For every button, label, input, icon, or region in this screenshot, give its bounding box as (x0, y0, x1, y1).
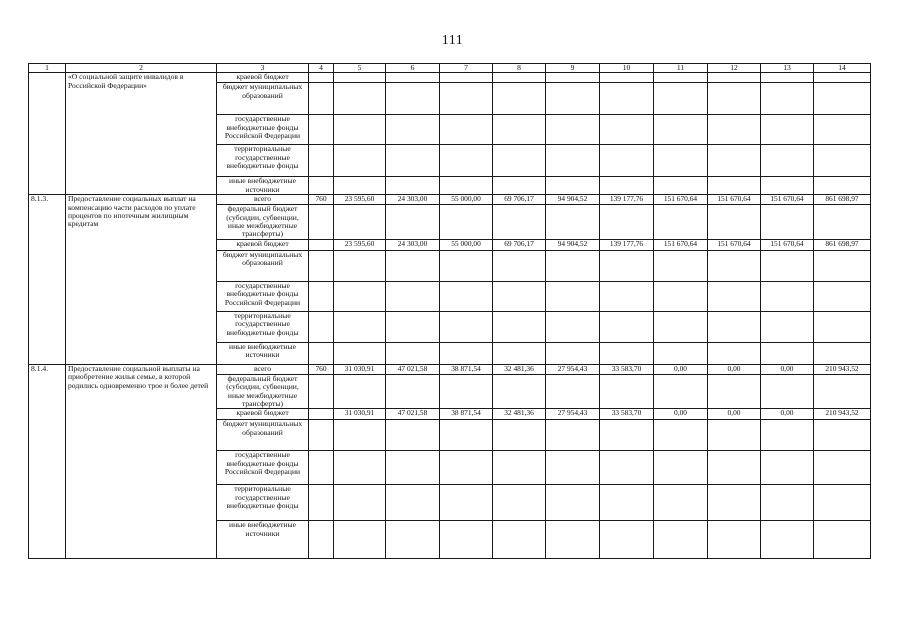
amount-cell (440, 115, 493, 145)
amount-cell (386, 177, 440, 195)
amount-cell (708, 83, 761, 115)
column-number-header: 4 (309, 64, 334, 73)
amount-cell (546, 374, 600, 409)
column-number-header: 14 (814, 64, 871, 73)
amount-cell (814, 485, 871, 521)
amount-cell (546, 177, 600, 195)
funding-source: территориальные государственные внебюджетные фонды (217, 145, 309, 177)
amount-cell (761, 374, 814, 409)
amount-cell: 139 177,76 (600, 239, 654, 250)
amount-cell (546, 250, 600, 281)
column-number-header: 9 (546, 64, 600, 73)
code-cell (309, 83, 334, 115)
amount-cell (708, 311, 761, 342)
amount-cell (334, 521, 386, 559)
amount-cell (814, 374, 871, 409)
amount-cell (708, 374, 761, 409)
measure-name: Предоставление социальных выплат на компенсацию части расходов по уплате процентов по ипотечным жилищным кредитам (66, 195, 217, 365)
code-cell (309, 281, 334, 311)
amount-cell (386, 281, 440, 311)
amount-cell (546, 420, 600, 451)
amount-cell: 139 177,76 (600, 195, 654, 205)
amount-cell (546, 205, 600, 240)
column-number-header: 6 (386, 64, 440, 73)
amount-cell (654, 281, 708, 311)
code-cell (309, 311, 334, 342)
amount-cell (440, 485, 493, 521)
amount-cell (493, 311, 546, 342)
amount-cell (493, 73, 546, 83)
amount-cell (493, 205, 546, 240)
measure-name: «О социальной защите инвалидов в Российской Федерации» (66, 73, 217, 195)
amount-cell (440, 342, 493, 364)
amount-cell (814, 311, 871, 342)
funding-source: краевой бюджет (217, 73, 309, 83)
amount-cell (654, 205, 708, 240)
amount-cell: 151 670,64 (708, 239, 761, 250)
column-number-header: 1 (29, 64, 66, 73)
funding-source: бюджет муниципальных образований (217, 83, 309, 115)
amount-cell (334, 311, 386, 342)
code-cell (309, 145, 334, 177)
amount-cell: 94 904,52 (546, 195, 600, 205)
amount-cell (386, 311, 440, 342)
amount-cell (440, 205, 493, 240)
code-cell: 760 (309, 364, 334, 374)
amount-cell (600, 115, 654, 145)
amount-cell (814, 73, 871, 83)
amount-cell (546, 73, 600, 83)
measure-name: Предоставление социальной выплаты на приобретение жилья семье, в которой родились одновременно трое и более детей (66, 364, 217, 559)
amount-cell (761, 177, 814, 195)
funding-source: иные внебюджетные источники (217, 342, 309, 364)
column-number-header: 11 (654, 64, 708, 73)
amount-cell (708, 485, 761, 521)
funding-source: государственные внебюджетные фонды Российской Федерации (217, 115, 309, 145)
table-row (29, 195, 871, 205)
amount-cell (654, 145, 708, 177)
amount-cell (761, 145, 814, 177)
amount-cell (493, 177, 546, 195)
code-cell (309, 115, 334, 145)
amount-cell (600, 205, 654, 240)
column-number-header: 5 (334, 64, 386, 73)
amount-cell (493, 145, 546, 177)
amount-cell: 0,00 (654, 364, 708, 374)
amount-cell: 151 670,64 (654, 195, 708, 205)
amount-cell (814, 205, 871, 240)
amount-cell (654, 451, 708, 485)
amount-cell (386, 521, 440, 559)
amount-cell: 27 954,43 (546, 409, 600, 420)
amount-cell (814, 521, 871, 559)
amount-cell (600, 250, 654, 281)
amount-cell (600, 451, 654, 485)
amount-cell (708, 145, 761, 177)
budget-table (28, 63, 871, 559)
amount-cell (654, 420, 708, 451)
amount-cell (546, 451, 600, 485)
amount-cell: 32 481,36 (493, 409, 546, 420)
amount-cell (708, 451, 761, 485)
amount-cell (600, 145, 654, 177)
amount-cell: 33 583,70 (600, 364, 654, 374)
amount-cell (334, 485, 386, 521)
amount-cell (708, 342, 761, 364)
funding-source: федеральный бюджет (субсидии, субвенции, иные межбюджетные трансферты) (217, 374, 309, 409)
amount-cell (708, 73, 761, 83)
amount-cell (440, 311, 493, 342)
column-number-header: 2 (66, 64, 217, 73)
measure-code: 8.1.4. (29, 364, 66, 559)
code-cell (309, 374, 334, 409)
amount-cell (546, 485, 600, 521)
funding-source: всего (217, 364, 309, 374)
funding-source: государственные внебюджетные фонды Российской Федерации (217, 451, 309, 485)
code-cell (309, 485, 334, 521)
funding-source: федеральный бюджет (субсидии, субвенции, иные межбюджетные трансферты) (217, 205, 309, 240)
amount-cell (546, 281, 600, 311)
amount-cell (654, 250, 708, 281)
code-cell (309, 73, 334, 83)
amount-cell (814, 342, 871, 364)
amount-cell (493, 281, 546, 311)
amount-cell (761, 250, 814, 281)
amount-cell: 0,00 (761, 364, 814, 374)
amount-cell (654, 311, 708, 342)
amount-cell (708, 177, 761, 195)
amount-cell (440, 250, 493, 281)
amount-cell (493, 420, 546, 451)
table-row (29, 364, 871, 374)
amount-cell (440, 281, 493, 311)
amount-cell (708, 281, 761, 311)
funding-source: иные внебюджетные источники (217, 521, 309, 559)
code-cell (309, 239, 334, 250)
amount-cell: 32 481,36 (493, 364, 546, 374)
amount-cell (600, 73, 654, 83)
amount-cell (386, 250, 440, 281)
amount-cell (654, 83, 708, 115)
column-number-header: 13 (761, 64, 814, 73)
amount-cell: 24 303,00 (386, 239, 440, 250)
amount-cell: 94 904,52 (546, 239, 600, 250)
amount-cell (334, 420, 386, 451)
code-cell (309, 177, 334, 195)
amount-cell (708, 205, 761, 240)
amount-cell: 55 000,00 (440, 195, 493, 205)
amount-cell: 55 000,00 (440, 239, 493, 250)
funding-source: бюджет муниципальных образований (217, 250, 309, 281)
amount-cell (334, 451, 386, 485)
amount-cell: 69 706,17 (493, 239, 546, 250)
amount-cell: 47 021,58 (386, 409, 440, 420)
amount-cell (708, 521, 761, 559)
amount-cell (600, 342, 654, 364)
amount-cell (761, 485, 814, 521)
funding-source: краевой бюджет (217, 239, 309, 250)
amount-cell (334, 145, 386, 177)
amount-cell (440, 420, 493, 451)
column-numbers-row (29, 64, 871, 73)
amount-cell (440, 374, 493, 409)
amount-cell: 27 954,43 (546, 364, 600, 374)
amount-cell (814, 250, 871, 281)
amount-cell (654, 485, 708, 521)
amount-cell (761, 342, 814, 364)
page-number: 111 (441, 33, 464, 48)
amount-cell (814, 281, 871, 311)
amount-cell (761, 311, 814, 342)
amount-cell (386, 145, 440, 177)
amount-cell: 47 021,58 (386, 364, 440, 374)
amount-cell (761, 115, 814, 145)
amount-cell (386, 420, 440, 451)
amount-cell (761, 521, 814, 559)
amount-cell (654, 115, 708, 145)
amount-cell (761, 73, 814, 83)
funding-source: бюджет муниципальных образований (217, 420, 309, 451)
amount-cell (334, 177, 386, 195)
amount-cell: 861 698,97 (814, 239, 871, 250)
amount-cell: 151 670,64 (654, 239, 708, 250)
funding-source: территориальные государственные внебюджетные фонды (217, 485, 309, 521)
code-cell (309, 250, 334, 281)
code-cell (309, 521, 334, 559)
amount-cell: 23 595,60 (334, 239, 386, 250)
amount-cell (334, 374, 386, 409)
funding-source: всего (217, 195, 309, 205)
amount-cell (493, 485, 546, 521)
amount-cell (493, 83, 546, 115)
column-number-header: 3 (217, 64, 309, 73)
amount-cell (546, 83, 600, 115)
amount-cell (386, 83, 440, 115)
amount-cell (546, 342, 600, 364)
amount-cell (600, 311, 654, 342)
amount-cell: 0,00 (761, 409, 814, 420)
code-cell (309, 342, 334, 364)
amount-cell (440, 83, 493, 115)
amount-cell (386, 73, 440, 83)
amount-cell (334, 250, 386, 281)
amount-cell: 151 670,64 (761, 195, 814, 205)
amount-cell: 38 871,54 (440, 409, 493, 420)
amount-cell (814, 145, 871, 177)
amount-cell: 0,00 (708, 364, 761, 374)
amount-cell: 23 595,60 (334, 195, 386, 205)
amount-cell (814, 420, 871, 451)
amount-cell: 151 670,64 (761, 239, 814, 250)
amount-cell: 210 943,52 (814, 409, 871, 420)
amount-cell (440, 177, 493, 195)
column-number-header: 8 (493, 64, 546, 73)
amount-cell (600, 374, 654, 409)
amount-cell: 31 030,91 (334, 409, 386, 420)
amount-cell (761, 83, 814, 115)
amount-cell (334, 73, 386, 83)
amount-cell: 151 670,64 (708, 195, 761, 205)
column-number-header: 10 (600, 64, 654, 73)
amount-cell (334, 281, 386, 311)
amount-cell (440, 451, 493, 485)
amount-cell (546, 115, 600, 145)
funding-source: государственные внебюджетные фонды Российской Федерации (217, 281, 309, 311)
amount-cell: 0,00 (708, 409, 761, 420)
amount-cell (654, 73, 708, 83)
amount-cell: 69 706,17 (493, 195, 546, 205)
amount-cell (546, 521, 600, 559)
code-cell (309, 409, 334, 420)
amount-cell (761, 205, 814, 240)
amount-cell (814, 177, 871, 195)
amount-cell (814, 115, 871, 145)
amount-cell: 24 303,00 (386, 195, 440, 205)
amount-cell (493, 342, 546, 364)
amount-cell: 31 030,91 (334, 364, 386, 374)
amount-cell (386, 115, 440, 145)
amount-cell (600, 177, 654, 195)
amount-cell (600, 83, 654, 115)
amount-cell (493, 115, 546, 145)
amount-cell (334, 205, 386, 240)
amount-cell (708, 420, 761, 451)
amount-cell (814, 83, 871, 115)
amount-cell (600, 521, 654, 559)
table-row (29, 73, 871, 83)
amount-cell (761, 451, 814, 485)
amount-cell (386, 374, 440, 409)
amount-cell (386, 485, 440, 521)
amount-cell (440, 145, 493, 177)
amount-cell (493, 521, 546, 559)
funding-source: краевой бюджет (217, 409, 309, 420)
amount-cell (334, 342, 386, 364)
funding-source: территориальные государственные внебюджетные фонды (217, 311, 309, 342)
amount-cell (386, 342, 440, 364)
amount-cell: 33 583,70 (600, 409, 654, 420)
amount-cell: 0,00 (654, 409, 708, 420)
amount-cell: 38 871,54 (440, 364, 493, 374)
amount-cell (440, 73, 493, 83)
amount-cell (708, 115, 761, 145)
amount-cell (600, 485, 654, 521)
amount-cell (493, 250, 546, 281)
amount-cell (761, 420, 814, 451)
funding-source: иные внебюджетные источники (217, 177, 309, 195)
amount-cell (386, 205, 440, 240)
amount-cell (654, 374, 708, 409)
measure-code (29, 73, 66, 195)
code-cell: 760 (309, 195, 334, 205)
amount-cell (654, 521, 708, 559)
amount-cell (654, 177, 708, 195)
amount-cell: 210 943,52 (814, 364, 871, 374)
code-cell (309, 420, 334, 451)
column-number-header: 7 (440, 64, 493, 73)
column-number-header: 12 (708, 64, 761, 73)
amount-cell (493, 451, 546, 485)
amount-cell (493, 374, 546, 409)
amount-cell (440, 521, 493, 559)
amount-cell (334, 115, 386, 145)
amount-cell (600, 281, 654, 311)
amount-cell (600, 420, 654, 451)
amount-cell: 861 698,97 (814, 195, 871, 205)
amount-cell (546, 145, 600, 177)
amount-cell (654, 342, 708, 364)
amount-cell (708, 250, 761, 281)
amount-cell (386, 451, 440, 485)
amount-cell (546, 311, 600, 342)
amount-cell (814, 451, 871, 485)
amount-cell (761, 281, 814, 311)
code-cell (309, 205, 334, 240)
amount-cell (334, 83, 386, 115)
measure-code: 8.1.3. (29, 195, 66, 365)
code-cell (309, 451, 334, 485)
